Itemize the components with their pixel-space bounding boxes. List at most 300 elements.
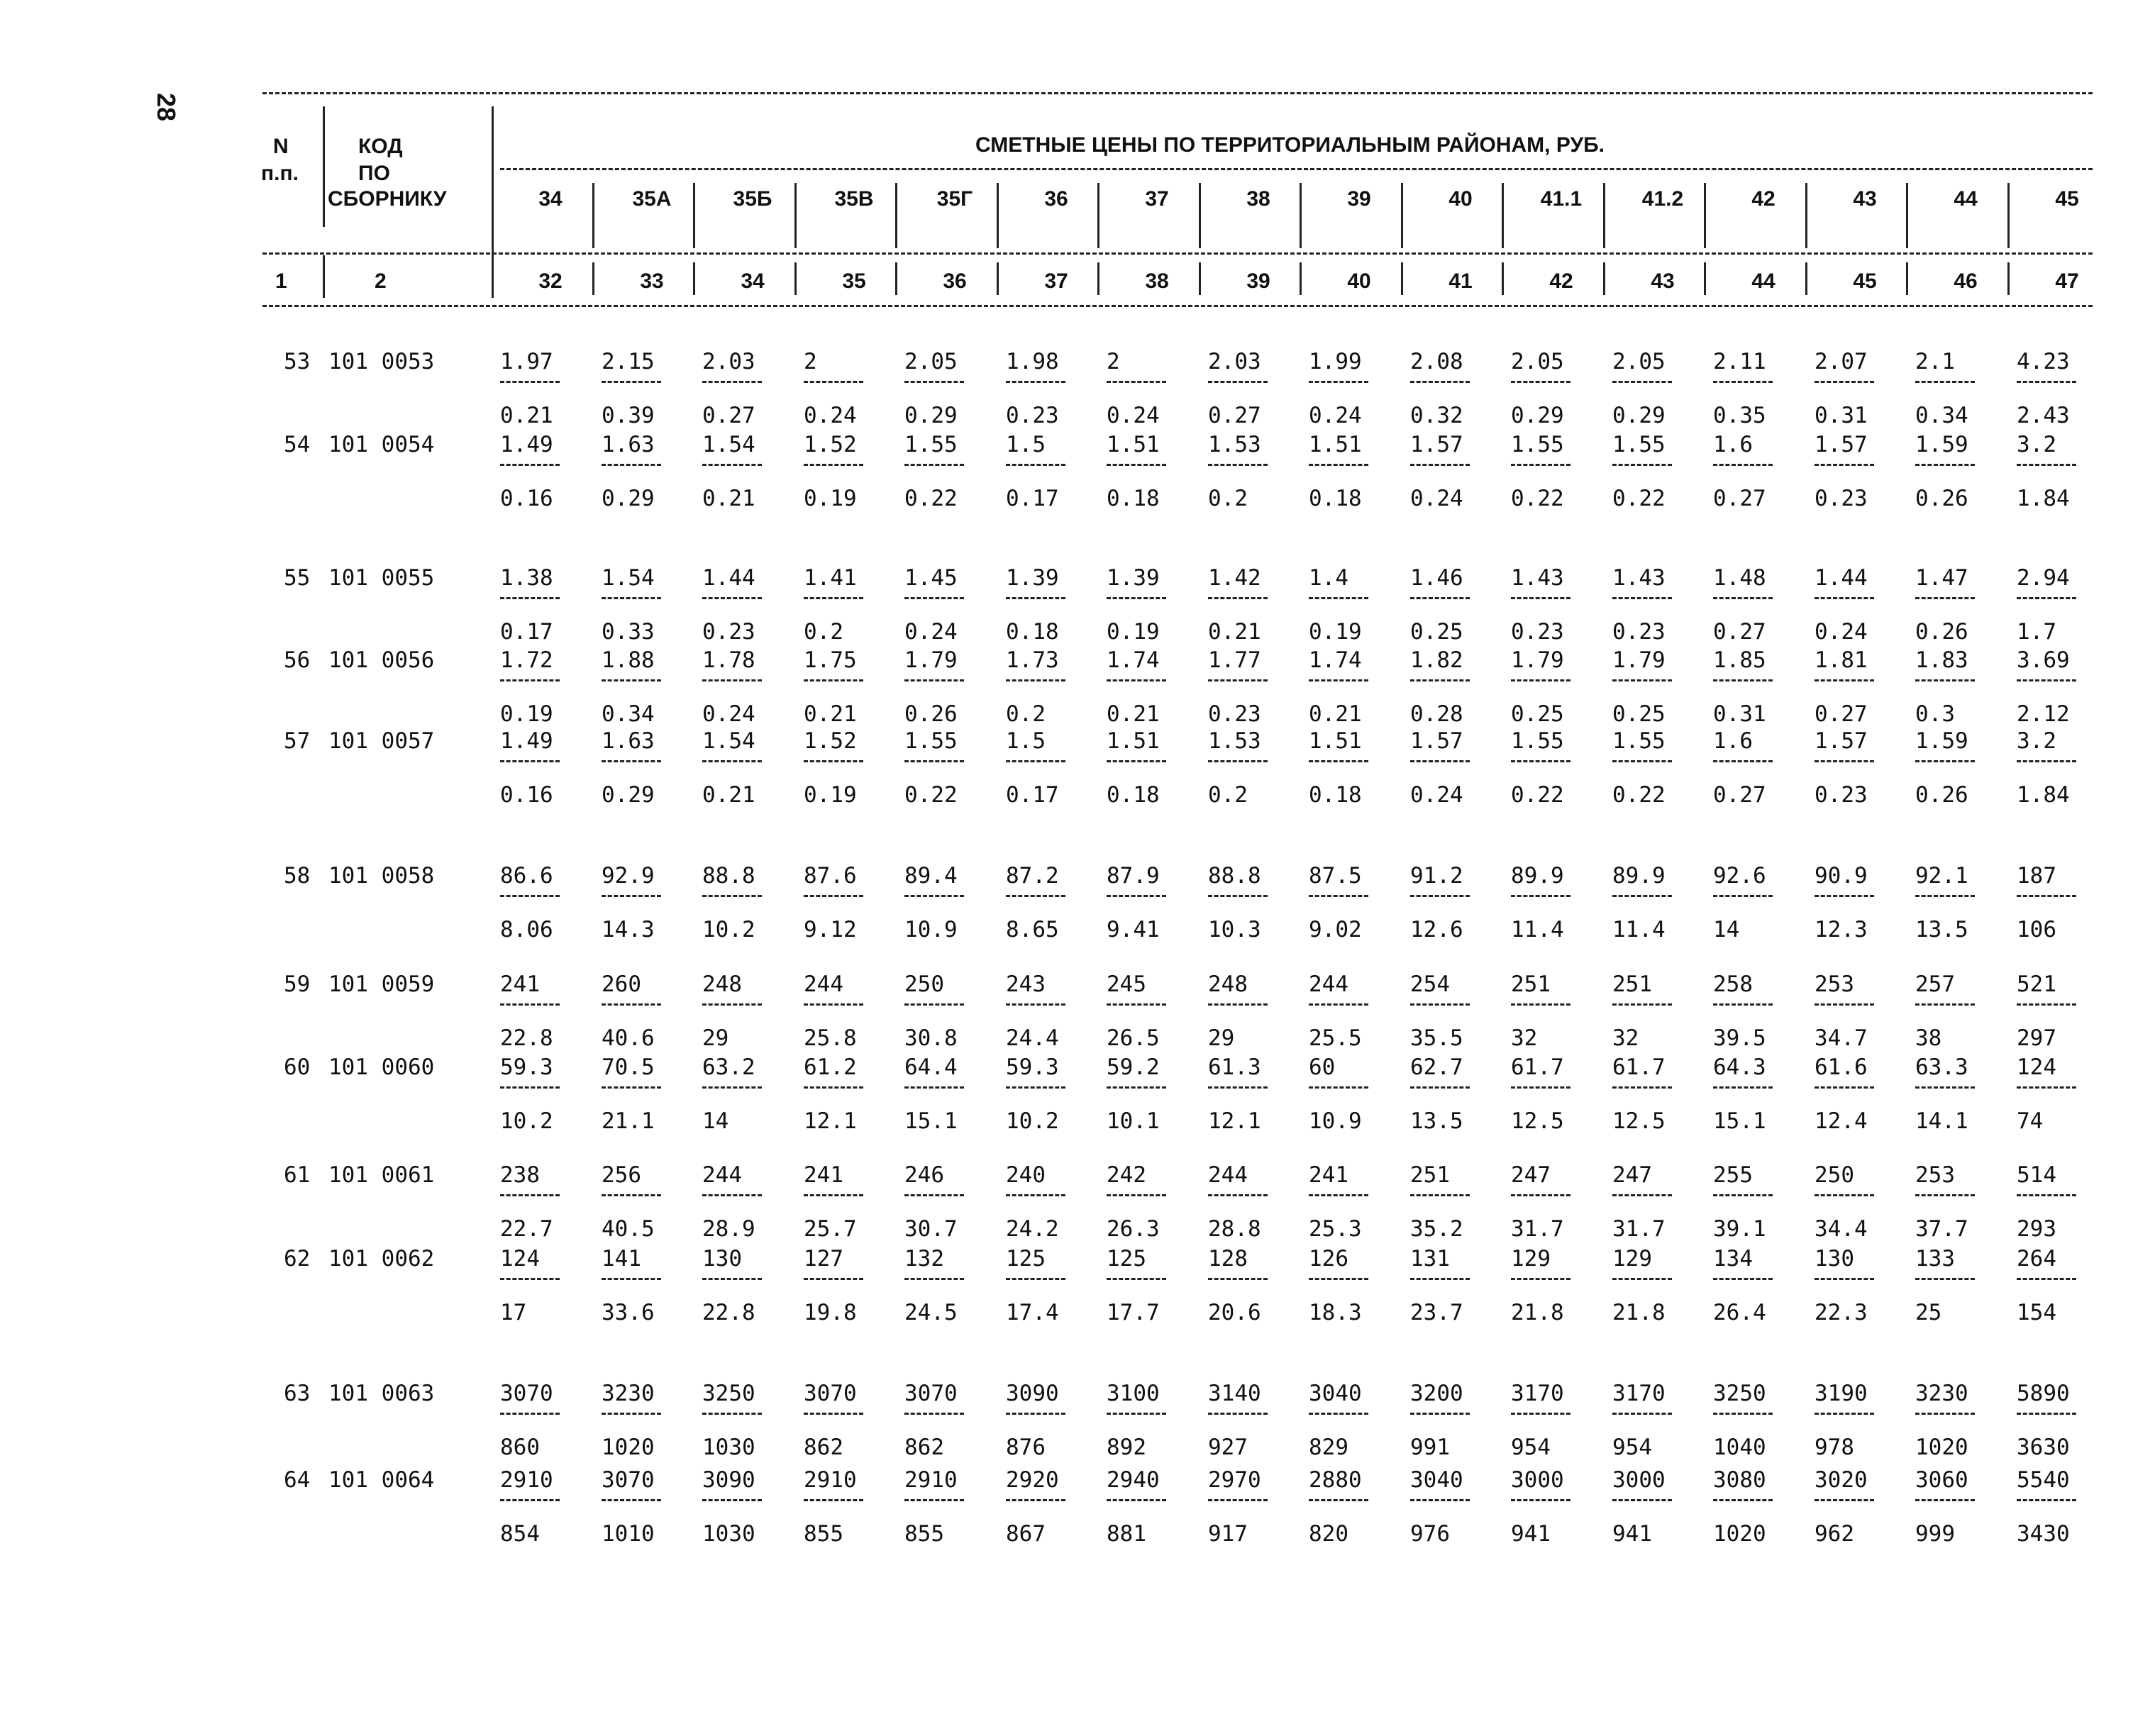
cell-top-value: 242 bbox=[1107, 1162, 1146, 1188]
cell-bottom-value: 917 bbox=[1208, 1521, 1248, 1547]
cell-top-value: 1.85 bbox=[1713, 647, 1766, 673]
fraction-line bbox=[1815, 895, 1874, 897]
fraction-line bbox=[702, 1278, 762, 1280]
header-column-separator bbox=[1906, 262, 1908, 295]
fraction-line bbox=[1612, 1194, 1672, 1196]
fraction-line bbox=[1612, 760, 1672, 762]
cell-top-value: 1.81 bbox=[1815, 647, 1868, 673]
cell-top-value: 63.2 bbox=[702, 1055, 755, 1080]
cell-bottom-value: 0.17 bbox=[1006, 782, 1059, 808]
fraction-line bbox=[1107, 1499, 1166, 1501]
cell-top-value: 1.57 bbox=[1410, 728, 1463, 754]
header-code-3: СБОРНИКУ bbox=[328, 187, 447, 211]
fraction-line bbox=[1208, 1086, 1268, 1089]
fraction-line bbox=[1410, 1003, 1470, 1006]
cell-bottom-value: 0.21 bbox=[1208, 619, 1261, 645]
cell-top-value: 245 bbox=[1107, 972, 1146, 997]
cell-top-value: 250 bbox=[904, 972, 944, 997]
cell-top-value: 5890 bbox=[2017, 1381, 2070, 1406]
fraction-line bbox=[904, 679, 964, 681]
fraction-line bbox=[1006, 1413, 1065, 1415]
cell-bottom-value: 854 bbox=[500, 1521, 540, 1547]
header-district: 41.2 bbox=[1641, 187, 1684, 211]
cell-bottom-value: 0.27 bbox=[1713, 486, 1766, 511]
header-column-separator bbox=[794, 262, 797, 295]
fraction-line bbox=[1612, 895, 1672, 897]
cell-top-value: 2.94 bbox=[2017, 565, 2070, 591]
cell-bottom-value: 0.22 bbox=[1612, 782, 1666, 808]
cell-bottom-value: 862 bbox=[904, 1435, 944, 1460]
cell-top-value: 1.43 bbox=[1612, 565, 1666, 591]
cell-top-value: 1.72 bbox=[500, 647, 553, 673]
cell-top-value: 61.7 bbox=[1511, 1055, 1564, 1080]
fraction-line bbox=[1006, 1278, 1065, 1280]
cell-bottom-value: 0.2 bbox=[1208, 782, 1248, 808]
fraction-line bbox=[804, 760, 863, 762]
cell-bottom-value: 0.24 bbox=[1107, 403, 1160, 428]
cell-bottom-value: 35.2 bbox=[1410, 1216, 1463, 1242]
fraction-line bbox=[1612, 464, 1672, 466]
cell-top-value: 87.2 bbox=[1006, 863, 1059, 889]
cell-top-value: 3000 bbox=[1511, 1467, 1564, 1493]
cell-bottom-value: 15.1 bbox=[1713, 1108, 1766, 1134]
cell-bottom-value: 14.3 bbox=[602, 917, 655, 942]
cell-bottom-value: 0.19 bbox=[1107, 619, 1160, 645]
cell-bottom-value: 38 bbox=[1915, 1025, 1942, 1051]
cell-top-value: 241 bbox=[500, 972, 540, 997]
fraction-line bbox=[1208, 381, 1268, 383]
cell-bottom-value: 12.4 bbox=[1815, 1108, 1868, 1134]
fraction-line bbox=[1815, 381, 1874, 383]
cell-bottom-value: 0.2 bbox=[804, 619, 843, 645]
cell-top-value: 3000 bbox=[1612, 1467, 1666, 1493]
cell-bottom-value: 35.5 bbox=[1410, 1025, 1463, 1051]
cell-bottom-value: 0.17 bbox=[500, 619, 553, 645]
fraction-line bbox=[1208, 760, 1268, 762]
cell-bottom-value: 0.26 bbox=[1915, 619, 1968, 645]
fraction-line bbox=[904, 1194, 964, 1196]
fraction-line bbox=[702, 1086, 762, 1089]
fraction-line bbox=[1915, 760, 1975, 762]
cell-bottom-value: 1030 bbox=[702, 1435, 755, 1460]
cell-bottom-value: 20.6 bbox=[1208, 1300, 1261, 1325]
cell-bottom-value: 8.65 bbox=[1006, 917, 1059, 942]
cell-bottom-value: 892 bbox=[1107, 1435, 1146, 1460]
fraction-line bbox=[804, 1194, 863, 1196]
cell-bottom-value: 154 bbox=[2017, 1300, 2056, 1325]
cell-top-value: 244 bbox=[1309, 972, 1348, 997]
header-col-index: 46 bbox=[1954, 269, 1978, 293]
header-col-index: 45 bbox=[1853, 269, 1877, 293]
fraction-line bbox=[500, 381, 560, 383]
cell-bottom-value: 0.18 bbox=[1006, 619, 1059, 645]
fraction-line bbox=[602, 1194, 661, 1196]
cell-top-value: 514 bbox=[2017, 1162, 2056, 1188]
cell-bottom-value: 1020 bbox=[602, 1435, 655, 1460]
cell-top-value: 61.7 bbox=[1612, 1055, 1666, 1080]
cell-bottom-value: 0.24 bbox=[1815, 619, 1868, 645]
cell-top-value: 89.4 bbox=[904, 863, 958, 889]
cell-top-value: 1.59 bbox=[1915, 728, 1968, 754]
cell-top-value: 1.6 bbox=[1713, 728, 1753, 754]
cell-bottom-value: 17.7 bbox=[1107, 1300, 1160, 1325]
header-column-separator bbox=[1300, 183, 1302, 248]
cell-bottom-value: 26.5 bbox=[1107, 1025, 1160, 1051]
cell-bottom-value: 39.5 bbox=[1713, 1025, 1766, 1051]
cell-top-value: 3230 bbox=[602, 1381, 655, 1406]
header-column-separator bbox=[997, 262, 999, 295]
cell-bottom-value: 23.7 bbox=[1410, 1300, 1463, 1325]
row-number: 60 bbox=[284, 1055, 311, 1080]
header-col-index: 42 bbox=[1549, 269, 1573, 293]
cell-top-value: 1.4 bbox=[1309, 565, 1348, 591]
cell-bottom-value: 1.84 bbox=[2017, 486, 2070, 511]
row-code: 101 0063 bbox=[328, 1381, 435, 1406]
cell-bottom-value: 0.23 bbox=[1208, 701, 1261, 727]
cell-top-value: 1.82 bbox=[1410, 647, 1463, 673]
fraction-line bbox=[1511, 464, 1570, 466]
cell-bottom-value: 10.2 bbox=[1006, 1108, 1059, 1134]
cell-bottom-value: 297 bbox=[2017, 1025, 2056, 1051]
cell-bottom-value: 22.8 bbox=[500, 1025, 553, 1051]
fraction-line bbox=[1107, 1413, 1166, 1415]
cell-bottom-value: 34.4 bbox=[1815, 1216, 1868, 1242]
cell-bottom-value: 0.29 bbox=[1511, 403, 1564, 428]
cell-top-value: 61.2 bbox=[804, 1055, 857, 1080]
cell-bottom-value: 74 bbox=[2017, 1108, 2044, 1134]
row-number: 56 bbox=[284, 647, 311, 673]
fraction-line bbox=[500, 1499, 560, 1501]
fraction-line bbox=[2017, 1194, 2076, 1196]
row-number: 54 bbox=[284, 432, 311, 457]
fraction-line bbox=[904, 1278, 964, 1280]
fraction-line bbox=[1208, 1194, 1268, 1196]
cell-bottom-value: 106 bbox=[2017, 917, 2056, 942]
cell-top-value: 128 bbox=[1208, 1246, 1248, 1272]
header-rule-bottom bbox=[262, 305, 2093, 307]
cell-top-value: 3250 bbox=[1713, 1381, 1766, 1406]
fraction-line bbox=[1006, 1086, 1065, 1089]
cell-top-value: 2.15 bbox=[602, 349, 655, 374]
cell-bottom-value: 0.24 bbox=[904, 619, 958, 645]
cell-bottom-value: 0.16 bbox=[500, 782, 553, 808]
cell-top-value: 1.54 bbox=[602, 565, 655, 591]
cell-top-value: 130 bbox=[1815, 1246, 1854, 1272]
cell-top-value: 1.46 bbox=[1410, 565, 1463, 591]
fraction-line bbox=[1612, 1278, 1672, 1280]
cell-top-value: 3140 bbox=[1208, 1381, 1261, 1406]
cell-top-value: 62.7 bbox=[1410, 1055, 1463, 1080]
cell-top-value: 1.43 bbox=[1511, 565, 1564, 591]
cell-bottom-value: 10.9 bbox=[1309, 1108, 1362, 1134]
row-code: 101 0062 bbox=[328, 1246, 435, 1272]
cell-bottom-value: 10.3 bbox=[1208, 917, 1261, 942]
cell-top-value: 1.54 bbox=[702, 728, 755, 754]
fraction-line bbox=[1006, 464, 1065, 466]
cell-top-value: 246 bbox=[904, 1162, 944, 1188]
fraction-line bbox=[1713, 1194, 1773, 1196]
row-number: 62 bbox=[284, 1246, 311, 1272]
fraction-line bbox=[1815, 464, 1874, 466]
cell-top-value: 1.53 bbox=[1208, 728, 1261, 754]
row-code: 101 0059 bbox=[328, 972, 435, 997]
cell-top-value: 2.03 bbox=[702, 349, 755, 374]
fraction-line bbox=[702, 1413, 762, 1415]
cell-top-value: 87.6 bbox=[804, 863, 857, 889]
cell-top-value: 131 bbox=[1410, 1246, 1450, 1272]
cell-bottom-value: 0.18 bbox=[1309, 782, 1362, 808]
cell-bottom-value: 29 bbox=[702, 1025, 729, 1051]
cell-bottom-value: 14.1 bbox=[1915, 1108, 1968, 1134]
cell-bottom-value: 0.26 bbox=[1915, 782, 1968, 808]
row-number: 59 bbox=[284, 972, 311, 997]
fraction-line bbox=[702, 895, 762, 897]
cell-top-value: 134 bbox=[1713, 1246, 1753, 1272]
cell-bottom-value: 0.24 bbox=[702, 701, 755, 727]
row-code: 101 0057 bbox=[328, 728, 435, 754]
cell-bottom-value: 21.1 bbox=[602, 1108, 655, 1134]
fraction-line bbox=[602, 895, 661, 897]
fraction-line bbox=[1208, 1413, 1268, 1415]
cell-top-value: 3170 bbox=[1612, 1381, 1666, 1406]
fraction-line bbox=[1006, 1003, 1065, 1006]
header-col-index: 43 bbox=[1651, 269, 1675, 293]
cell-bottom-value: 0.16 bbox=[500, 486, 553, 511]
header-col-index: 35 bbox=[842, 269, 866, 293]
cell-bottom-value: 991 bbox=[1410, 1435, 1450, 1460]
fraction-line bbox=[1511, 1003, 1570, 1006]
fraction-line bbox=[904, 1003, 964, 1006]
cell-bottom-value: 0.39 bbox=[602, 403, 655, 428]
cell-top-value: 187 bbox=[2017, 863, 2056, 889]
fraction-line bbox=[1309, 895, 1368, 897]
row-number: 57 bbox=[284, 728, 311, 754]
header-separator bbox=[492, 106, 494, 298]
cell-bottom-value: 293 bbox=[2017, 1216, 2056, 1242]
cell-bottom-value: 0.27 bbox=[1815, 701, 1868, 727]
cell-bottom-value: 0.18 bbox=[1309, 486, 1362, 511]
header-district: 39 bbox=[1347, 187, 1371, 211]
cell-top-value: 248 bbox=[702, 972, 742, 997]
cell-top-value: 3040 bbox=[1410, 1467, 1463, 1493]
cell-bottom-value: 0.21 bbox=[1107, 701, 1160, 727]
fraction-line bbox=[1410, 464, 1470, 466]
header-col-index: 39 bbox=[1246, 269, 1270, 293]
cell-bottom-value: 18.3 bbox=[1309, 1300, 1362, 1325]
header-col-index: 33 bbox=[640, 269, 664, 293]
cell-bottom-value: 12.5 bbox=[1511, 1108, 1564, 1134]
cell-bottom-value: 12.3 bbox=[1815, 917, 1868, 942]
cell-top-value: 1.54 bbox=[702, 432, 755, 457]
fraction-line bbox=[2017, 760, 2076, 762]
fraction-line bbox=[2017, 464, 2076, 466]
cell-top-value: 260 bbox=[602, 972, 641, 997]
cell-top-value: 141 bbox=[602, 1246, 641, 1272]
cell-top-value: 59.2 bbox=[1107, 1055, 1160, 1080]
fraction-line bbox=[1309, 597, 1368, 599]
fraction-line bbox=[602, 464, 661, 466]
fraction-line bbox=[602, 1003, 661, 1006]
cell-bottom-value: 0.27 bbox=[1713, 782, 1766, 808]
cell-top-value: 1.99 bbox=[1309, 349, 1362, 374]
fraction-line bbox=[1815, 597, 1874, 599]
cell-top-value: 86.6 bbox=[500, 863, 553, 889]
cell-bottom-value: 26.4 bbox=[1713, 1300, 1766, 1325]
cell-top-value: 241 bbox=[804, 1162, 843, 1188]
fraction-line bbox=[1511, 1194, 1570, 1196]
fraction-line bbox=[1410, 1413, 1470, 1415]
cell-top-value: 238 bbox=[500, 1162, 540, 1188]
cell-top-value: 1.52 bbox=[804, 432, 857, 457]
cell-bottom-value: 855 bbox=[904, 1521, 944, 1547]
cell-bottom-value: 0.21 bbox=[702, 486, 755, 511]
fraction-line bbox=[500, 464, 560, 466]
fraction-line bbox=[804, 597, 863, 599]
cell-top-value: 88.8 bbox=[702, 863, 755, 889]
cell-bottom-value: 0.27 bbox=[1713, 619, 1766, 645]
cell-top-value: 258 bbox=[1713, 972, 1753, 997]
cell-top-value: 63.3 bbox=[1915, 1055, 1968, 1080]
row-number: 64 bbox=[284, 1467, 311, 1493]
cell-bottom-value: 3630 bbox=[2017, 1435, 2070, 1460]
header-title: СМЕТНЫЕ ЦЕНЫ ПО ТЕРРИТОРИАЛЬНЫМ РАЙОНАМ, РУБ. bbox=[975, 133, 1605, 157]
cell-top-value: 2880 bbox=[1309, 1467, 1362, 1493]
cell-top-value: 59.3 bbox=[1006, 1055, 1059, 1080]
cell-top-value: 3250 bbox=[702, 1381, 755, 1406]
header-column-separator bbox=[592, 183, 594, 248]
fraction-line bbox=[1815, 1413, 1874, 1415]
cell-top-value: 3080 bbox=[1713, 1467, 1766, 1493]
fraction-line bbox=[1410, 1499, 1470, 1501]
cell-top-value: 125 bbox=[1006, 1246, 1046, 1272]
cell-bottom-value: 25.3 bbox=[1309, 1216, 1362, 1242]
cell-top-value: 264 bbox=[2017, 1246, 2056, 1272]
fraction-line bbox=[1309, 1003, 1368, 1006]
cell-top-value: 1.51 bbox=[1107, 728, 1160, 754]
cell-bottom-value: 0.32 bbox=[1410, 403, 1463, 428]
cell-top-value: 91.2 bbox=[1410, 863, 1463, 889]
cell-bottom-value: 0.23 bbox=[702, 619, 755, 645]
cell-bottom-value: 0.18 bbox=[1107, 782, 1160, 808]
header-column-separator bbox=[1805, 183, 1807, 248]
header-separator bbox=[323, 255, 325, 298]
header-district: 35Г bbox=[936, 187, 973, 211]
cell-bottom-value: 0.24 bbox=[1410, 486, 1463, 511]
fraction-line bbox=[1107, 1278, 1166, 1280]
row-number: 58 bbox=[284, 863, 311, 889]
cell-top-value: 1.51 bbox=[1309, 728, 1362, 754]
cell-bottom-value: 40.5 bbox=[602, 1216, 655, 1242]
cell-bottom-value: 1.7 bbox=[2017, 619, 2056, 645]
fraction-line bbox=[804, 1499, 863, 1501]
header-separator bbox=[323, 106, 325, 227]
fraction-line bbox=[2017, 1413, 2076, 1415]
cell-bottom-value: 15.1 bbox=[904, 1108, 958, 1134]
cell-top-value: 1.55 bbox=[904, 432, 958, 457]
header-column-separator bbox=[1401, 262, 1403, 295]
cell-bottom-value: 13.5 bbox=[1410, 1108, 1463, 1134]
cell-bottom-value: 28.9 bbox=[702, 1216, 755, 1242]
fraction-line bbox=[1107, 381, 1166, 383]
fraction-line bbox=[1612, 1499, 1672, 1501]
fraction-line bbox=[500, 1413, 560, 1415]
cell-bottom-value: 17 bbox=[500, 1300, 527, 1325]
fraction-line bbox=[1815, 1086, 1874, 1089]
cell-top-value: 1.97 bbox=[500, 349, 553, 374]
row-code: 101 0058 bbox=[328, 863, 435, 889]
fraction-line bbox=[1208, 679, 1268, 681]
cell-bottom-value: 25.7 bbox=[804, 1216, 857, 1242]
cell-top-value: 3040 bbox=[1309, 1381, 1362, 1406]
cell-bottom-value: 25.5 bbox=[1309, 1025, 1362, 1051]
cell-bottom-value: 3430 bbox=[2017, 1521, 2070, 1547]
fraction-line bbox=[1815, 1499, 1874, 1501]
fraction-line bbox=[904, 597, 964, 599]
fraction-line bbox=[1309, 1278, 1368, 1280]
fraction-line bbox=[1713, 760, 1773, 762]
cell-top-value: 1.42 bbox=[1208, 565, 1261, 591]
cell-top-value: 1.6 bbox=[1713, 432, 1753, 457]
fraction-line bbox=[1915, 1194, 1975, 1196]
cell-top-value: 61.6 bbox=[1815, 1055, 1868, 1080]
fraction-line bbox=[1006, 1499, 1065, 1501]
cell-bottom-value: 30.7 bbox=[904, 1216, 958, 1242]
cell-bottom-value: 0.24 bbox=[804, 403, 857, 428]
fraction-line bbox=[1107, 597, 1166, 599]
cell-bottom-value: 0.21 bbox=[702, 782, 755, 808]
cell-top-value: 3090 bbox=[702, 1467, 755, 1493]
fraction-line bbox=[1107, 1003, 1166, 1006]
cell-bottom-value: 1.84 bbox=[2017, 782, 2070, 808]
fraction-line bbox=[1713, 895, 1773, 897]
cell-bottom-value: 954 bbox=[1511, 1435, 1551, 1460]
cell-bottom-value: 9.41 bbox=[1107, 917, 1160, 942]
cell-bottom-value: 25 bbox=[1915, 1300, 1942, 1325]
cell-top-value: 255 bbox=[1713, 1162, 1753, 1188]
cell-top-value: 244 bbox=[1208, 1162, 1248, 1188]
cell-top-value: 1.48 bbox=[1713, 565, 1766, 591]
cell-bottom-value: 976 bbox=[1410, 1521, 1450, 1547]
cell-top-value: 2940 bbox=[1107, 1467, 1160, 1493]
cell-top-value: 3230 bbox=[1915, 1381, 1968, 1406]
header-col-index: 44 bbox=[1751, 269, 1775, 293]
cell-bottom-value: 0.25 bbox=[1410, 619, 1463, 645]
cell-top-value: 1.57 bbox=[1410, 432, 1463, 457]
header-column-separator bbox=[693, 183, 695, 248]
header-column-separator bbox=[895, 262, 897, 295]
cell-top-value: 1.98 bbox=[1006, 349, 1059, 374]
cell-top-value: 1.83 bbox=[1915, 647, 1968, 673]
cell-bottom-value: 9.12 bbox=[804, 917, 857, 942]
header-col-index: 34 bbox=[741, 269, 765, 293]
fraction-line bbox=[702, 760, 762, 762]
row-code: 101 0054 bbox=[328, 432, 435, 457]
header-np: п.п. bbox=[261, 162, 299, 185]
fraction-line bbox=[1612, 679, 1672, 681]
fraction-line bbox=[702, 464, 762, 466]
cell-bottom-value: 0.29 bbox=[602, 486, 655, 511]
cell-top-value: 1.79 bbox=[1511, 647, 1564, 673]
cell-bottom-value: 0.23 bbox=[1511, 619, 1564, 645]
header-district: 43 bbox=[1853, 187, 1877, 211]
header-column-separator bbox=[1502, 262, 1504, 295]
fraction-line bbox=[1713, 381, 1773, 383]
fraction-line bbox=[602, 597, 661, 599]
fraction-line bbox=[500, 597, 560, 599]
cell-bottom-value: 0.22 bbox=[904, 486, 958, 511]
cell-top-value: 1.74 bbox=[1107, 647, 1160, 673]
fraction-line bbox=[702, 679, 762, 681]
